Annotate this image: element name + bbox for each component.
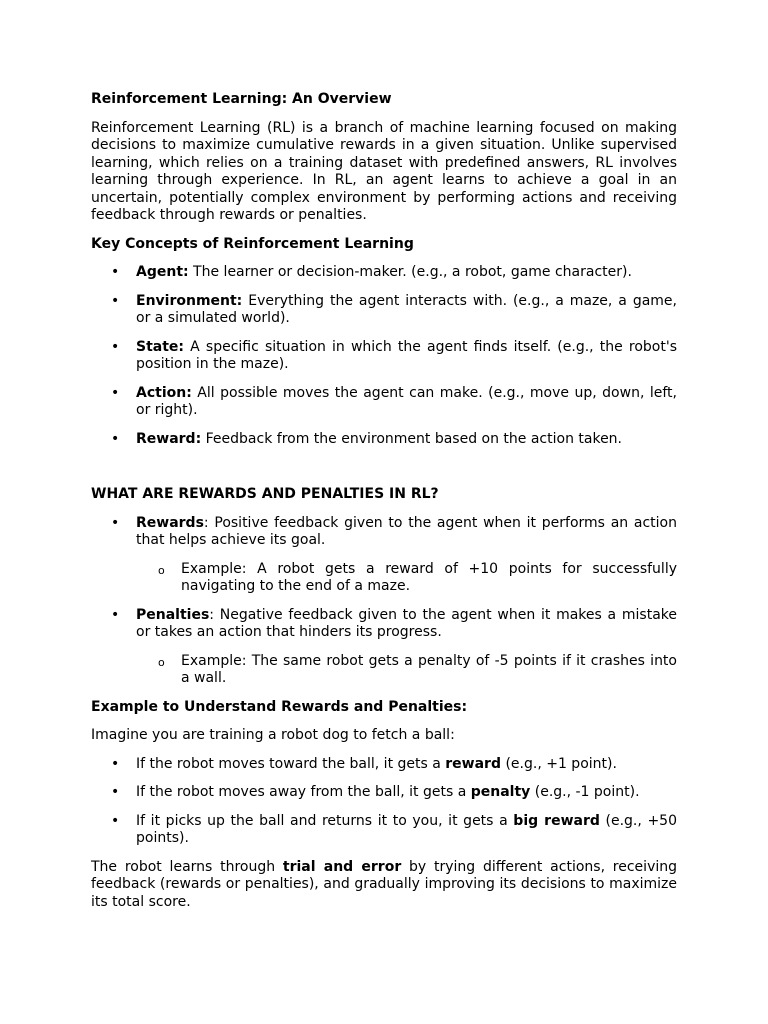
example-pre: If the robot moves toward the ball, it gets a xyxy=(136,755,446,772)
concept-item-agent xyxy=(91,264,677,282)
example-item-away xyxy=(91,784,677,802)
concept-term: State: xyxy=(136,338,185,355)
example-bold: reward xyxy=(445,755,501,772)
concept-text: A specific situation in which the agent finds itself. (e.g., the robot's position in the maze). xyxy=(136,338,677,372)
intro-paragraph: Reinforcement Learning (RL) is a branch of machine learning focused on making decisions to maximize cumulative rewards in a given situation. Unlike supervised learning, which relies on a training dataset with predefined answers, RL involves learning through experience. In RL, an agent learns to achieve a goal in an uncertain, potentially complex environment by performing actions and receiving feedback through rewards or penalties. xyxy=(91,119,677,223)
rewards-penalties-heading: WHAT ARE REWARDS AND PENALTIES IN RL? xyxy=(91,486,439,502)
penalties-item xyxy=(91,607,677,642)
penalties-term: Penalties xyxy=(136,606,210,623)
conclusion-bold: trial and error xyxy=(282,858,402,875)
concept-text: Feedback from the environment based on the action taken. xyxy=(201,430,623,447)
example-pre: If it picks up the ball and returns it to you, it gets a xyxy=(136,812,514,829)
conclusion-post: by trying different actions, receiving feedback (rewards or penalties), and gradually improving its decisions to maximize its total score. xyxy=(91,858,677,910)
concept-item-reward xyxy=(91,431,677,449)
concept-item-state xyxy=(91,339,677,374)
concept-text: Everything the agent interacts with. (e.g., a maze, a game, or a simulated world). xyxy=(136,292,677,326)
example-heading: Example to Understand Rewards and Penalties: xyxy=(91,698,468,715)
example-item-fetch xyxy=(91,813,677,848)
example-post: (e.g., +1 point). xyxy=(501,755,617,772)
section-spacer xyxy=(91,459,677,486)
key-concepts-heading: Key Concepts of Reinforcement Learning xyxy=(91,235,414,252)
concept-item-environment xyxy=(91,293,677,328)
example-bold: big reward xyxy=(513,812,600,829)
example-list xyxy=(91,756,677,848)
concept-term: Action: xyxy=(136,384,192,401)
concept-text: All possible moves the agent can make. (e.g., move up, down, left, or right). xyxy=(136,384,677,418)
concept-term: Environment: xyxy=(136,292,243,309)
penalties-text: : Negative feedback given to the agent when it makes a mistake or takes an action that hinders its progress. xyxy=(136,606,677,640)
rewards-example: o Example: A robot gets a reward of +10 points for successfully navigating to the end of a maze. xyxy=(91,561,677,596)
rewards-term: Rewards xyxy=(136,514,204,531)
key-concepts-list xyxy=(91,264,677,448)
concept-text: The learner or decision-maker. (e.g., a robot, game character). xyxy=(188,264,632,280)
penalties-example: o Example: The same robot gets a penalty of -5 points if it crashes into a wall. xyxy=(91,653,677,688)
rewards-text: : Positive feedback given to the agent when it performs an action that helps achieve its goal. xyxy=(136,514,677,548)
conclusion-pre: The robot learns through xyxy=(91,858,283,875)
rewards-item xyxy=(91,515,677,550)
document-page xyxy=(91,91,677,922)
concept-term: Agent: xyxy=(136,264,189,280)
example-post: (e.g., +50 points). xyxy=(136,812,677,846)
document-title: Reinforcement Learning: An Overview xyxy=(91,91,392,107)
concept-item-action xyxy=(91,385,677,420)
example-intro: Imagine you are training a robot dog to fetch a ball: xyxy=(91,727,455,743)
example-post: (e.g., -1 point). xyxy=(530,784,640,800)
rewards-penalties-list xyxy=(91,515,677,688)
conclusion-paragraph xyxy=(91,859,677,912)
example-bold: penalty xyxy=(470,784,531,800)
example-item-toward xyxy=(91,756,677,774)
concept-term: Reward: xyxy=(136,430,202,447)
example-pre: If the robot moves away from the ball, it gets a xyxy=(136,784,471,800)
